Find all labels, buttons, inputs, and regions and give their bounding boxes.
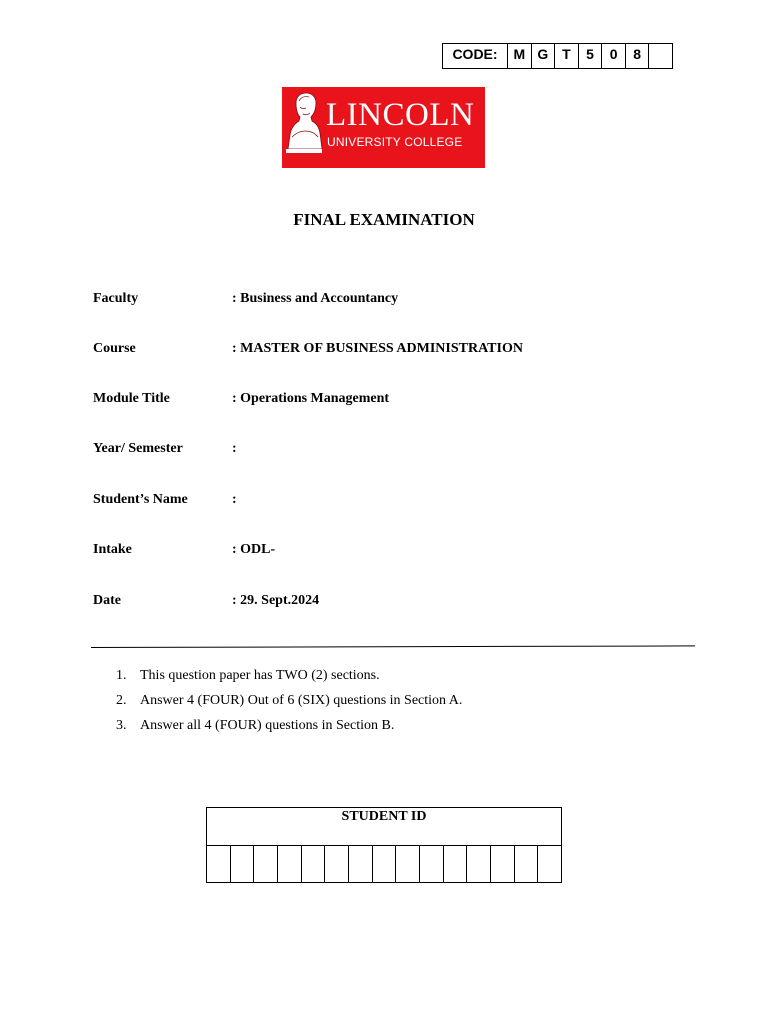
field-label: Date — [93, 593, 121, 608]
instruction-item — [116, 666, 462, 691]
field-value: : Business and Accountancy — [232, 291, 399, 306]
instruction-item — [116, 691, 462, 716]
field-value: : Operations Management — [232, 391, 390, 406]
field-value: : MASTER OF BUSINESS ADMINISTRATION — [232, 341, 523, 356]
instruction-number: 1. — [116, 668, 127, 683]
module-code-box — [442, 43, 673, 69]
student-id-box — [206, 807, 562, 883]
code-char-cell: 8 — [626, 44, 650, 68]
code-char-cell: G — [532, 44, 556, 68]
instruction-number: 2. — [116, 693, 127, 708]
student-id-cell[interactable] — [325, 846, 349, 882]
field-value: : — [232, 441, 237, 456]
student-id-cell[interactable] — [444, 846, 468, 882]
instruction-number: 3. — [116, 718, 127, 733]
student-id-cell[interactable] — [373, 846, 397, 882]
lincoln-bust-icon — [282, 87, 326, 168]
lincoln-university-logo — [282, 87, 485, 168]
student-id-cell[interactable] — [207, 846, 231, 882]
field-value: : ODL- — [232, 542, 276, 557]
code-label: CODE: — [443, 44, 508, 68]
instruction-text: This question paper has TWO (2) sections. — [140, 668, 380, 683]
field-value: : — [232, 492, 237, 507]
student-id-cells — [207, 846, 561, 882]
field-label: Faculty — [93, 291, 139, 306]
field-label: Student’s Name — [93, 492, 188, 507]
field-label: Intake — [93, 542, 132, 557]
student-id-cell[interactable] — [396, 846, 420, 882]
student-id-cell[interactable] — [467, 846, 491, 882]
student-id-cell[interactable] — [254, 846, 278, 882]
logo-wordmark: LINCOLN — [326, 97, 475, 133]
field-value: : 29. Sept.2024 — [232, 593, 320, 608]
field-label: Course — [93, 341, 136, 356]
student-id-cell[interactable] — [491, 846, 515, 882]
code-char-cell: 5 — [579, 44, 603, 68]
instruction-text: Answer 4 (FOUR) Out of 6 (SIX) questions in Section A. — [140, 693, 463, 708]
field-label: Year/ Semester — [93, 441, 183, 456]
code-char-cell: T — [555, 44, 579, 68]
code-char-cell: 0 — [602, 44, 626, 68]
code-char-cell: M — [508, 44, 532, 68]
student-id-cell[interactable] — [538, 846, 561, 882]
logo-subtitle: UNIVERSITY COLLEGE — [327, 135, 463, 149]
student-id-cell[interactable] — [349, 846, 373, 882]
student-id-cell[interactable] — [278, 846, 302, 882]
field-label: Module Title — [93, 391, 170, 406]
student-id-cell[interactable] — [302, 846, 326, 882]
code-char-cell — [649, 44, 672, 68]
student-id-label: STUDENT ID — [207, 808, 561, 846]
exam-title: FINAL EXAMINATION — [293, 210, 475, 229]
instruction-item — [116, 716, 462, 741]
instruction-text: Answer all 4 (FOUR) questions in Section B. — [140, 718, 395, 733]
student-id-cell[interactable] — [231, 846, 255, 882]
student-id-cell[interactable] — [420, 846, 444, 882]
instructions-list — [116, 666, 462, 741]
divider-line — [91, 645, 695, 648]
student-id-cell[interactable] — [515, 846, 539, 882]
